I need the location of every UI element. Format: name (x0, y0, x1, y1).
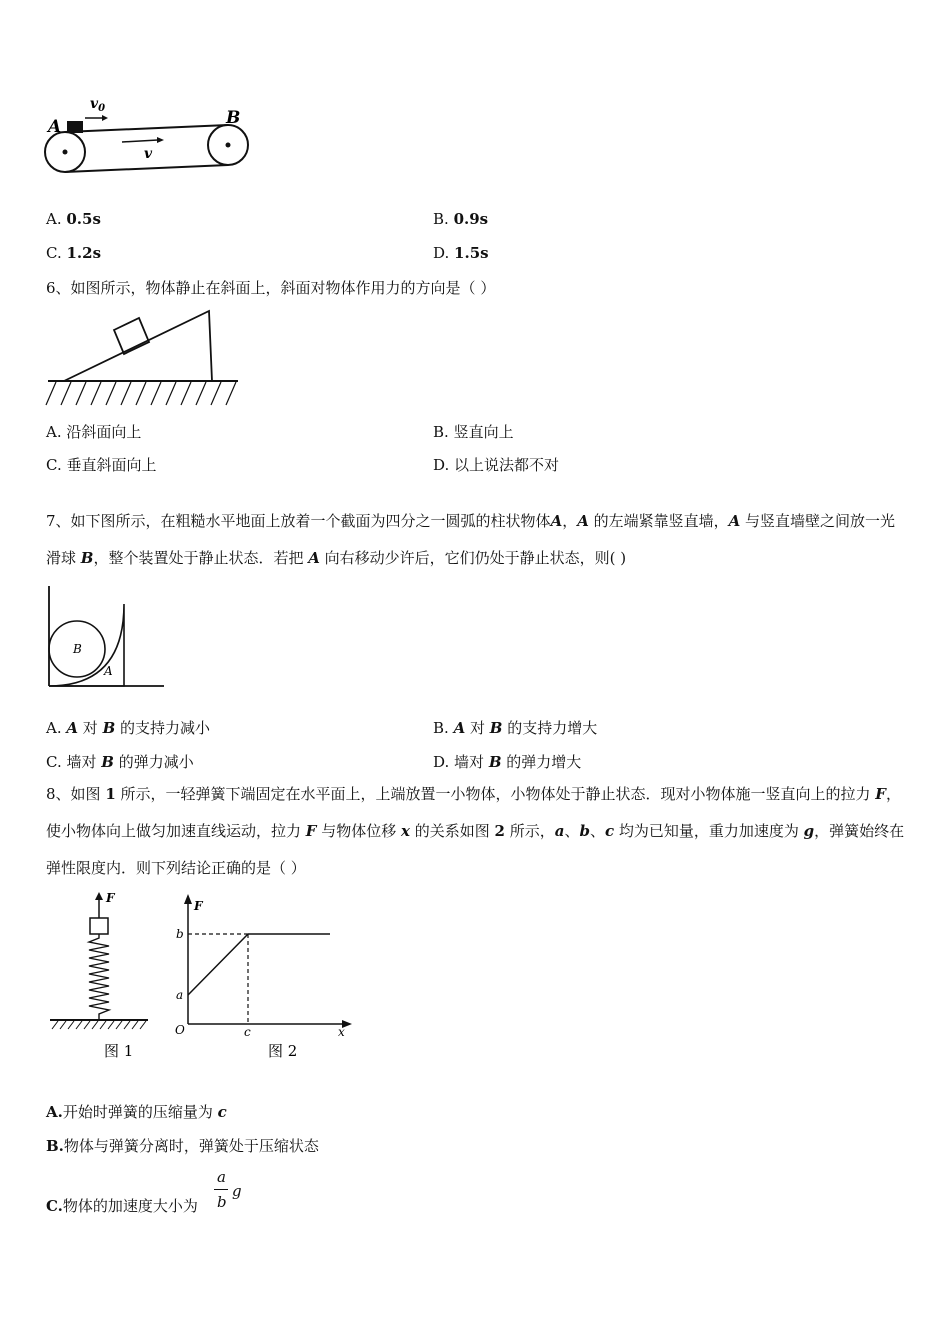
force-arrowhead (95, 892, 103, 900)
fraction-bar (214, 1189, 228, 1190)
fig1-label-f: F (106, 891, 115, 905)
v-arrowhead (157, 137, 164, 143)
q8-option-a[interactable]: A.开始时弹簧的压缩量为 c (46, 1103, 227, 1121)
q8-option-b[interactable]: B.物体与弹簧分离时，弹簧处于压缩状态 (46, 1137, 319, 1155)
incline-figure (44, 305, 244, 415)
fig2-label-f: F (194, 899, 203, 913)
fig2-caption: 图 2 (268, 1042, 298, 1060)
conveyor-belt-figure (40, 90, 255, 180)
v0-arrowhead (102, 115, 108, 121)
q6-option-c[interactable]: C. 垂直斜面向上 (46, 456, 157, 474)
q8-stem: 8、如图 1 所示，一轻弹簧下端固定在水平面上，上端放置一小物体，小物体处于静止状态．现对小物体施一竖直向上的拉力 F，使小物体向上做匀加速直线运动，拉力 F 与物体位移 x 的关系如图 2 所示，a、b、c 均为已知量，重力加速度为 g，弹簧始终在弹性限度内．则下列结论正确的是（ ） (46, 785, 905, 877)
right-pulley-axle (226, 143, 231, 148)
q7-option-b[interactable]: B. A 对 B 的支持力增大 (433, 719, 598, 737)
fraction-denominator: b (217, 1193, 227, 1211)
q5-option-d[interactable]: D. 1.5s (433, 244, 489, 262)
q5-option-a[interactable]: A. 0.5s (46, 210, 101, 228)
fig2-label-b: b (176, 927, 184, 941)
belt-top (65, 125, 228, 132)
force-displacement-graph (170, 892, 360, 1067)
fig5-label-a: A (48, 117, 62, 137)
fig5-label-v: v (144, 146, 153, 162)
fig5-label-b: B (226, 108, 241, 128)
fig2-label-o: O (175, 1023, 185, 1037)
ground-hatching (46, 382, 236, 405)
y-axis-arrowhead (184, 894, 192, 904)
q6-stem: 6、如图所示，物体静止在斜面上，斜面对物体作用力的方向是（ ） (46, 279, 496, 297)
spring-ground-hatching (52, 1021, 146, 1029)
fraction-numerator: a (217, 1168, 226, 1186)
fig2-label-x: x (338, 1025, 345, 1039)
q6-option-a[interactable]: A. 沿斜面向上 (46, 423, 142, 441)
q7-option-d[interactable]: D. 墙对 B 的弹力增大 (433, 753, 582, 771)
q7-option-a[interactable]: A. A 对 B 的支持力减小 (46, 719, 211, 737)
gravity-symbol: g (232, 1182, 242, 1200)
block-a (67, 121, 83, 133)
belt-bottom (65, 165, 228, 172)
fig5-label-v0: $v_0$ (90, 96, 106, 114)
graph-rising-segment (188, 934, 248, 995)
fig2-label-c: c (244, 1025, 251, 1039)
q6-option-d[interactable]: D. 以上说法都不对 (433, 456, 560, 474)
fig2-label-a: a (176, 988, 184, 1002)
q7-stem: 7、如下图所示，在粗糙水平地面上放着一个截面为四分之一圆弧的柱状物体A，A 的左端紧靠竖直墙，A 与竖直墙壁之间放一光滑球 B，整个装置处于静止状态．若把 A 向右移动少许后，它们仍处于静止状态，则( ) (46, 512, 896, 567)
spring-figure (44, 888, 154, 1068)
left-pulley-axle (63, 150, 68, 155)
incline-triangle (64, 311, 212, 381)
fig7-label-b: B (73, 642, 82, 656)
q8-option-c[interactable]: C.物体的加速度大小为 (46, 1197, 198, 1215)
quarter-arc-body-a (49, 604, 124, 686)
spring-coil (89, 934, 109, 1020)
wall-ball-figure (44, 582, 169, 692)
q6-option-b[interactable]: B. 竖直向上 (433, 423, 514, 441)
v-arrow (122, 140, 158, 142)
fig1-caption: 图 1 (104, 1042, 134, 1060)
q7-option-c[interactable]: C. 墙对 B 的弹力减小 (46, 753, 194, 771)
fig7-label-a: A (104, 664, 113, 678)
q5-option-c[interactable]: C. 1.2s (46, 244, 102, 262)
small-block (90, 918, 108, 934)
q5-option-b[interactable]: B. 0.9s (433, 210, 489, 228)
